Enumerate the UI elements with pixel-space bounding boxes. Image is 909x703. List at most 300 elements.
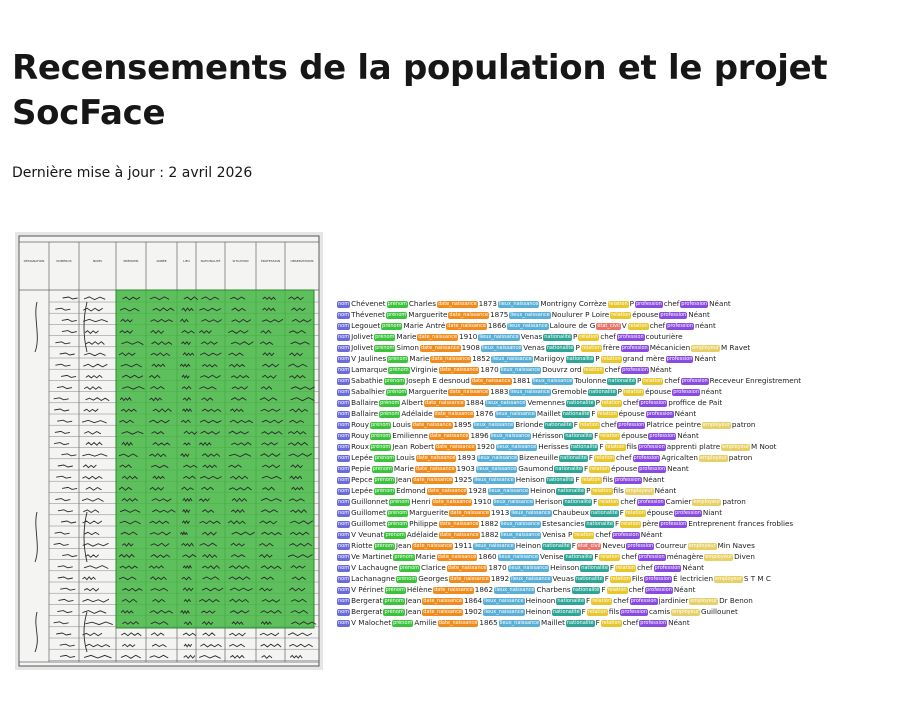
field-tag-lieux-naissance: lieux_naissance (476, 466, 517, 472)
field-value: Hélène (406, 585, 433, 594)
field-tag-lieux-naissance: lieux_naissance (474, 477, 514, 483)
annotation-row (337, 386, 777, 397)
field-tag-nom: nom (338, 488, 350, 494)
field-value: épouse (611, 464, 638, 473)
field-value: Emilienne (392, 431, 428, 440)
field-tag-date-naissance: date_naissance (416, 455, 456, 461)
field-value: Courreur (655, 541, 687, 550)
field-tag-profession: profession (646, 411, 673, 417)
field-tag-nom: nom (338, 554, 350, 560)
field-value: 1865 (479, 618, 498, 627)
field-tag-relation: relation (621, 521, 641, 527)
field-tag-nom: nom (338, 609, 350, 615)
field-tag-employeur: employeur (722, 444, 749, 450)
field-value: 1896 (470, 431, 489, 440)
field-tag-lieux-naissance: lieux_naissance (498, 301, 539, 307)
field-value: Néant (694, 354, 717, 363)
field-tag-nom: nom (338, 521, 350, 527)
last-update-date: Dernière mise à jour : 2 avril 2026 (12, 165, 253, 181)
field-tag-lieux-naissance: lieux_naissance (492, 356, 532, 362)
field-tag-date-naissance: date_naissance (434, 411, 474, 417)
field-tag-profession: profession (681, 378, 708, 384)
field-value: Guillounet (700, 607, 738, 616)
register-column-header: PROFESSION (260, 259, 281, 263)
field-tag-date-naissance: date_naissance (420, 345, 460, 351)
field-value: Amilie (414, 618, 437, 627)
field-tag-nom: nom (338, 455, 350, 461)
field-tag-prenom: prénom (375, 334, 395, 340)
field-value: F (571, 541, 576, 550)
field-value: chef (649, 321, 666, 330)
field-tag-nationalite: nationalité (565, 554, 593, 560)
field-tag-prenom: prénom (385, 587, 405, 593)
field-tag-profession: profession (630, 598, 657, 604)
field-tag-nationalite: nationalité (560, 455, 587, 461)
field-value: F (594, 431, 599, 440)
field-tag-nom: nom (338, 433, 350, 439)
field-tag-lieux-naissance: lieux_naissance (500, 367, 541, 373)
annotation-row (337, 408, 777, 419)
field-value: grand mère (622, 354, 665, 363)
field-tag-date-naissance: date_naissance (425, 400, 464, 406)
field-tag-nom: nom (338, 312, 350, 318)
field-value: Henri (411, 497, 431, 506)
field-tag-relation: relation (587, 609, 607, 615)
field-value: Jolivet (351, 332, 374, 341)
annotation-row (337, 452, 777, 463)
field-tag-relation: relation (583, 367, 603, 373)
field-value: Néant (709, 299, 731, 308)
annotation-row (337, 397, 777, 408)
field-value: Marie (415, 552, 436, 561)
field-tag-lieux-naissance: lieux_naissance (479, 334, 519, 340)
field-value: P (617, 387, 623, 396)
annotation-row (337, 331, 777, 342)
field-tag-date-naissance: date_naissance (415, 466, 455, 472)
field-value: ménagère (666, 552, 704, 561)
field-value: F (619, 508, 624, 517)
field-tag-lieux-naissance: lieux_naissance (499, 620, 540, 626)
field-value: Marie (409, 354, 430, 363)
field-tag-nom: nom (338, 367, 350, 373)
field-value: Ve Martinet (351, 552, 393, 561)
annotation-row (337, 540, 777, 551)
field-value: S T M C (743, 574, 771, 583)
field-tag-date-naissance: date_naissance (418, 334, 458, 340)
field-value: Legouet (351, 321, 381, 330)
field-value: P (636, 376, 642, 385)
field-tag-lieux-naissance: lieux_naissance (486, 400, 526, 406)
field-value: proffice de Pait (668, 398, 723, 407)
field-tag-relation: relation (600, 554, 620, 560)
annotation-row (337, 507, 777, 518)
field-tag-profession: profession (621, 609, 647, 615)
register-column-header: LIEU (183, 259, 190, 263)
field-tag-nationalite: nationalité (552, 609, 580, 615)
annotation-row (337, 430, 777, 441)
field-value: chef (622, 618, 639, 627)
field-tag-date-naissance: date_naissance (449, 312, 489, 318)
field-tag-nationalite: nationalité (576, 576, 603, 582)
field-value: V Malochet (351, 618, 392, 627)
field-tag-date-naissance: date_naissance (435, 444, 475, 450)
field-tag-relation: relation (601, 400, 621, 406)
field-value: Venas (523, 343, 545, 352)
field-value: 1882 (480, 519, 499, 528)
field-tag-lieux-naissance: lieux_naissance (495, 411, 535, 417)
field-value: Heinon (530, 486, 556, 495)
field-tag-prenom: prénom (396, 576, 417, 582)
field-tag-nationalite: nationalité (566, 356, 594, 362)
field-tag-nom: nom (338, 543, 350, 549)
field-tag-nom: nom (338, 345, 350, 351)
field-tag-date-naissance: date_naissance (412, 422, 452, 428)
register-column-header: DÉSIGNATION (23, 259, 45, 263)
field-value: Sabalhier (351, 387, 385, 396)
field-tag-employeur: employeur (705, 554, 733, 560)
field-value: Laloure de G (549, 321, 596, 330)
field-tag-nom: nom (338, 389, 350, 395)
field-tag-date-naissance: date_naissance (427, 488, 467, 494)
field-tag-nationalite: nationalité (608, 378, 635, 384)
field-tag-relation: relation (594, 455, 615, 461)
register-column-header: NATIONALITÉ (200, 259, 221, 263)
field-value: apprenti platre (666, 442, 721, 451)
field-tag-relation: relation (605, 444, 625, 450)
field-tag-nom: nom (338, 400, 350, 406)
field-tag-date-naissance: date_naissance (447, 565, 487, 571)
field-value: Edmond (396, 486, 426, 495)
field-value: 1892 (490, 574, 510, 583)
field-tag-nationalite: nationalité (588, 389, 616, 395)
field-value: fils (626, 442, 637, 451)
field-value: Veuas (552, 574, 575, 583)
field-tag-prenom: prénom (380, 411, 400, 417)
field-value: Min Naves (717, 541, 755, 550)
field-value: Lepée (351, 453, 373, 462)
field-tag-relation: relation (624, 389, 644, 395)
field-value: Néant (674, 409, 697, 418)
field-value: Platrice peintre (646, 420, 702, 429)
field-tag-relation: relation (601, 356, 621, 362)
field-value: chef (613, 596, 629, 605)
field-tag-nom: nom (338, 532, 350, 538)
field-tag-nationalite: nationalité (572, 587, 600, 593)
field-value: Néant (640, 530, 663, 539)
field-value: Chaubeux (552, 508, 590, 517)
field-tag-relation: relation (628, 323, 648, 329)
field-value: Marguerite (409, 508, 449, 517)
field-tag-profession: profession (618, 422, 645, 428)
field-value: 1908 (461, 343, 480, 352)
field-tag-nationalite: nationalité (545, 422, 572, 428)
field-tag-prenom: prénom (384, 609, 404, 615)
annotation-row (337, 573, 777, 584)
annotation-row (337, 529, 777, 540)
field-tag-relation: relation (608, 301, 628, 307)
field-tag-prenom: prénom (389, 367, 409, 373)
annotation-row (337, 298, 777, 309)
field-value: Simon (396, 343, 419, 352)
field-value: épouse (632, 310, 659, 319)
field-value: chef (620, 497, 636, 506)
field-tag-relation: relation (599, 499, 619, 505)
field-tag-prenom: prénom (393, 620, 413, 626)
field-tag-nationalite: nationalité (555, 466, 582, 472)
field-value: Venisa P (542, 530, 573, 539)
field-value: 1852 (472, 354, 491, 363)
field-value: chef (600, 420, 617, 429)
annotation-row (337, 364, 777, 375)
field-value: V Périnet (351, 585, 384, 594)
field-tag-relation: relation (597, 411, 617, 417)
annotation-row (337, 551, 777, 562)
annotation-row (337, 606, 777, 617)
field-tag-prenom: prénom (389, 499, 410, 505)
field-tag-prenom: prénom (387, 521, 408, 527)
field-value: fils (608, 607, 620, 616)
field-value: V Lachaugne (351, 563, 398, 572)
field-value: 1875 (490, 310, 509, 319)
field-value: Marie (393, 464, 414, 473)
field-value: Mariigoy (533, 354, 565, 363)
field-tag-relation: relation (611, 312, 631, 318)
field-tag-prenom: prénom (385, 532, 405, 538)
field-tag-profession: profession (673, 389, 700, 395)
field-value: Néant (642, 475, 665, 484)
field-tag-nationalite: nationalité (564, 499, 592, 505)
census-register-scan (15, 232, 323, 670)
field-value: F (601, 585, 606, 594)
field-value: Neant (667, 464, 689, 473)
field-tag-prenom: prénom (394, 554, 414, 560)
field-tag-employeur: employeur (692, 345, 719, 351)
field-value: F (581, 607, 586, 616)
field-tag-profession: profession (646, 587, 672, 593)
field-value: É lectricien (673, 574, 714, 583)
field-value: Charles (408, 299, 436, 308)
field-value: Georges (418, 574, 449, 583)
field-value: Herisses (538, 442, 569, 451)
field-value: Bizeneuille (519, 453, 559, 462)
field-value: patron (731, 420, 756, 429)
field-value: chef (616, 453, 632, 462)
field-value: 1913 (491, 508, 510, 517)
field-tag-lieux-naissance: lieux_naissance (481, 345, 522, 351)
field-tag-etat-civil: état_civil (577, 543, 601, 549)
field-tag-nationalite: nationalité (565, 433, 593, 439)
field-tag-date-naissance: date_naissance (438, 620, 478, 626)
field-tag-etat-civil: état_civil (597, 323, 620, 329)
field-tag-nationalite: nationalité (544, 334, 571, 340)
field-value: Mécanicien (649, 343, 691, 352)
field-value: patron (722, 497, 746, 506)
field-value: 1882 (480, 530, 499, 539)
field-tag-lieux-naissance: lieux_naissance (477, 455, 518, 461)
field-tag-nom: nom (338, 510, 350, 516)
field-value: M Noot (750, 442, 777, 451)
field-value: épouse (645, 387, 672, 396)
field-value: Dr Benon (719, 596, 753, 605)
field-value: Douvrz ord (542, 365, 582, 374)
field-tag-nationalite: nationalité (566, 400, 594, 406)
field-value: Venise (539, 552, 564, 561)
field-value: 1911 (454, 541, 473, 550)
field-value: Pepce (351, 475, 373, 484)
field-tag-employeur: employeur (690, 598, 718, 604)
field-tag-date-naissance: date_naissance (439, 521, 479, 527)
field-value: Jean (405, 596, 422, 605)
field-tag-profession: profession (638, 444, 665, 450)
field-value: F (609, 563, 615, 572)
field-value: F (593, 497, 598, 506)
field-value: Bergerat (351, 596, 383, 605)
field-tag-lieux-naissance: lieux_naissance (510, 312, 550, 318)
field-value: P (572, 332, 578, 341)
field-value: Néant (649, 365, 672, 374)
field-tag-date-naissance: date_naissance (429, 433, 469, 439)
field-tag-date-naissance: date_naissance (423, 598, 462, 604)
field-value: épouse (618, 409, 645, 418)
field-tag-nom: nom (338, 301, 350, 307)
field-tag-relation: relation (592, 598, 612, 604)
field-tag-prenom: prénom (384, 378, 405, 384)
field-tag-profession: profession (638, 554, 665, 560)
field-value: Rouy (351, 420, 369, 429)
field-tag-profession: profession (639, 466, 666, 472)
field-value: F (594, 552, 599, 561)
field-tag-lieux-naissance: lieux_naissance (484, 598, 524, 604)
field-tag-profession: profession (621, 345, 648, 351)
register-column-header: SITUATION (232, 259, 249, 263)
field-tag-profession: profession (649, 433, 676, 439)
field-tag-profession: profession (654, 565, 681, 571)
field-value: Lepée (351, 486, 373, 495)
field-tag-lieux-naissance: lieux_naissance (511, 510, 551, 516)
field-tag-lieux-naissance: lieux_naissance (488, 488, 529, 494)
field-value: Noulurer P Loire (551, 310, 610, 319)
field-value: fils (613, 486, 624, 495)
field-value: Neveu (602, 541, 626, 550)
annotation-row (337, 617, 777, 628)
field-tag-profession: profession (660, 521, 687, 527)
register-column-header: NUMÉROS (56, 259, 72, 263)
field-value: Receveur Enregistrement (709, 376, 802, 385)
field-tag-lieux-naissance: lieux_naissance (511, 576, 551, 582)
field-value: Ballaire (351, 409, 379, 418)
field-value: Roux (351, 442, 369, 451)
field-tag-prenom: prénom (386, 312, 407, 318)
field-tag-nom: nom (338, 587, 350, 593)
field-tag-profession: profession (617, 334, 644, 340)
field-tag-prenom: prénom (382, 323, 402, 329)
annotation-row (337, 496, 777, 507)
field-value: 1876 (475, 409, 494, 418)
field-value: Guillonnet (351, 497, 388, 506)
field-tag-date-naissance: date_naissance (437, 301, 477, 307)
field-tag-lieux-naissance: lieux_naissance (508, 323, 548, 329)
field-value: Diven (734, 552, 755, 561)
field-tag-relation: relation (610, 576, 630, 582)
field-tag-nom: nom (338, 411, 350, 417)
field-tag-lieux-naissance: lieux_naissance (498, 554, 538, 560)
field-value: F (575, 475, 580, 484)
field-tag-lieux-naissance: lieux_naissance (510, 389, 550, 395)
field-tag-nationalite: nationalité (566, 620, 594, 626)
field-tag-relation: relation (643, 378, 663, 384)
annotation-row (337, 584, 777, 595)
field-tag-date-naissance: date_naissance (439, 367, 479, 373)
field-tag-nationalite: nationalité (562, 411, 590, 417)
field-tag-nom: nom (338, 378, 350, 384)
field-value: F (604, 574, 609, 583)
field-value: Chévenet (351, 299, 386, 308)
field-value: frère (602, 343, 620, 352)
field-tag-date-naissance: date_naissance (450, 576, 489, 582)
field-tag-employeur: employeur (715, 576, 742, 582)
field-value: Ballaire (351, 398, 379, 407)
field-value: Néant (688, 310, 710, 319)
field-tag-profession: profession (640, 620, 667, 626)
field-value: Adélaide (401, 409, 433, 418)
field-tag-profession: profession (637, 499, 664, 505)
field-value: 1893 (457, 453, 476, 462)
field-value: F (591, 409, 596, 418)
field-value: Maillet (536, 409, 561, 418)
census-register-image (15, 232, 323, 670)
field-value: 1895 (453, 420, 472, 429)
field-value: 1925 (454, 475, 473, 484)
field-value: Jean (395, 541, 412, 550)
field-tag-profession: profession (681, 301, 708, 307)
field-value: chef (628, 585, 645, 594)
field-value: Herison (534, 497, 563, 506)
field-tag-lieux-naissance: lieux_naissance (493, 499, 533, 505)
field-value: F (586, 596, 591, 605)
field-value: chef (595, 530, 611, 539)
field-value: Rouy (351, 431, 369, 440)
field-tag-nom: nom (338, 466, 350, 472)
annotation-row (337, 342, 777, 353)
field-value: 1866 (487, 321, 507, 330)
field-value: néant (701, 387, 722, 396)
field-value: Louis (392, 420, 411, 429)
register-column-header: NOMS (92, 259, 103, 263)
field-tag-prenom: prénom (374, 477, 394, 483)
field-value: Bergerat (351, 607, 383, 616)
field-tag-prenom: prénom (372, 466, 392, 472)
field-tag-relation: relation (607, 587, 627, 593)
field-tag-prenom: prénom (386, 389, 407, 395)
field-tag-prenom: prénom (371, 422, 391, 428)
page-title: Recensements de la population et le projet SocFace (12, 48, 828, 133)
field-value: Charbens (536, 585, 571, 594)
field-value: Gaumond (518, 464, 554, 473)
field-tag-profession: profession (627, 543, 654, 549)
field-tag-profession: profession (640, 400, 667, 406)
field-value: chef (664, 376, 680, 385)
annotation-row (337, 463, 777, 474)
field-tag-relation: relation (592, 488, 612, 494)
field-value: P (629, 299, 634, 308)
field-value: Vemennes (527, 398, 565, 407)
field-value: Entreprenent frances froblies (688, 519, 794, 528)
field-tag-employeur: employeur (672, 609, 699, 615)
field-tag-nationalite: nationalité (557, 488, 585, 494)
field-value: 1873 (478, 299, 497, 308)
field-value: F (595, 618, 600, 627)
field-tag-date-naissance: date_naissance (449, 389, 489, 395)
